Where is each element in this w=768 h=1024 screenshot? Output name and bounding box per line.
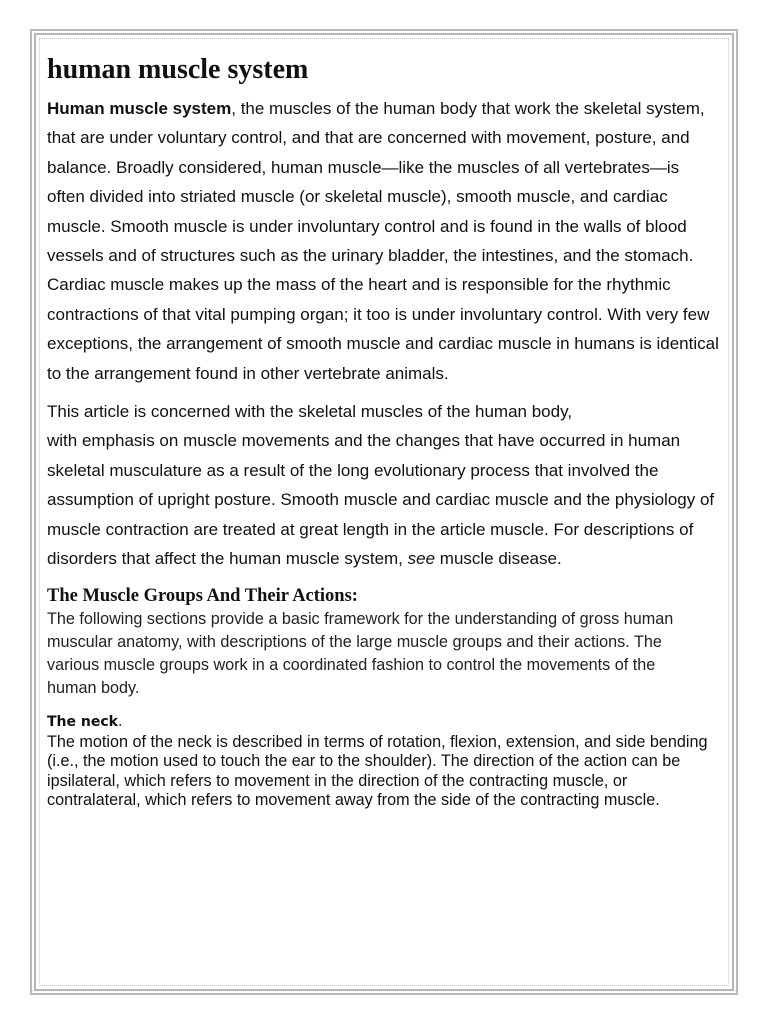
scope-tail: muscle disease. [435, 549, 562, 569]
section-heading-muscle-groups: The Muscle Groups And Their Actions: [47, 585, 358, 606]
scope-paragraph [47, 397, 721, 573]
subsection-heading-neck [47, 711, 727, 733]
muscle-groups-paragraph: The following sections provide a basic framework for the understanding of gross human muscular anatomy, with descriptions of the large muscle groups and their actions. The various muscle groups work in a coordinated fashion to control the movements of the human body. [47, 609, 674, 698]
document-body [47, 52, 727, 811]
see-word: see [407, 549, 436, 569]
neck-paragraph: The motion of the neck is described in terms of rotation, flexion, extension, and side bending (i.e., the motion used to touch the ear to the shoulder). The direction of the action can be ipsilateral, which refers to movement in the direction of the contracting muscle, or contralateral, which refers to movement away from the side of the contracting muscle. [47, 732, 708, 810]
intro-paragraph [47, 94, 721, 388]
scope-text: with emphasis on muscle movements and the changes that have occurred in human skeletal musculature as a result of the long evolutionary process that involved the assumption of upright posture. Smooth muscle and cardiac muscle and the physiology of muscle contraction are treated at great length in the article muscle. For descriptions of disorders that affect the human muscle system, [47, 431, 715, 569]
scope-first-line: This article is concerned with the skeletal muscles of the human body, [47, 402, 573, 422]
intro-lead-term: Human muscle system [47, 99, 232, 118]
page-title: human muscle system [47, 54, 309, 85]
intro-text: , the muscles of the human body that work the skeletal system, that are under voluntary control, and that are concerned with movement, posture, and balance. Broadly considered, human muscle—like the muscles of all vertebrates—is often divided into striated muscle (or skeletal muscle), smooth muscle, and cardiac muscle. Smooth muscle is under involuntary control and is found in the walls of blood vessels and of structures such as the urinary bladder, the intestines, and the stomach. Cardiac muscle makes up the mass of the heart and is responsible for the rhythmic contractions of that vital pumping organ; it too is under involuntary control. With very few exceptions, the arrangement of smooth muscle and cardiac muscle in humans is identical to the arrangement found in other vertebrate animals. [47, 99, 719, 383]
neck-heading-text: The neck [47, 713, 118, 730]
neck-heading-dot: . [117, 713, 123, 730]
